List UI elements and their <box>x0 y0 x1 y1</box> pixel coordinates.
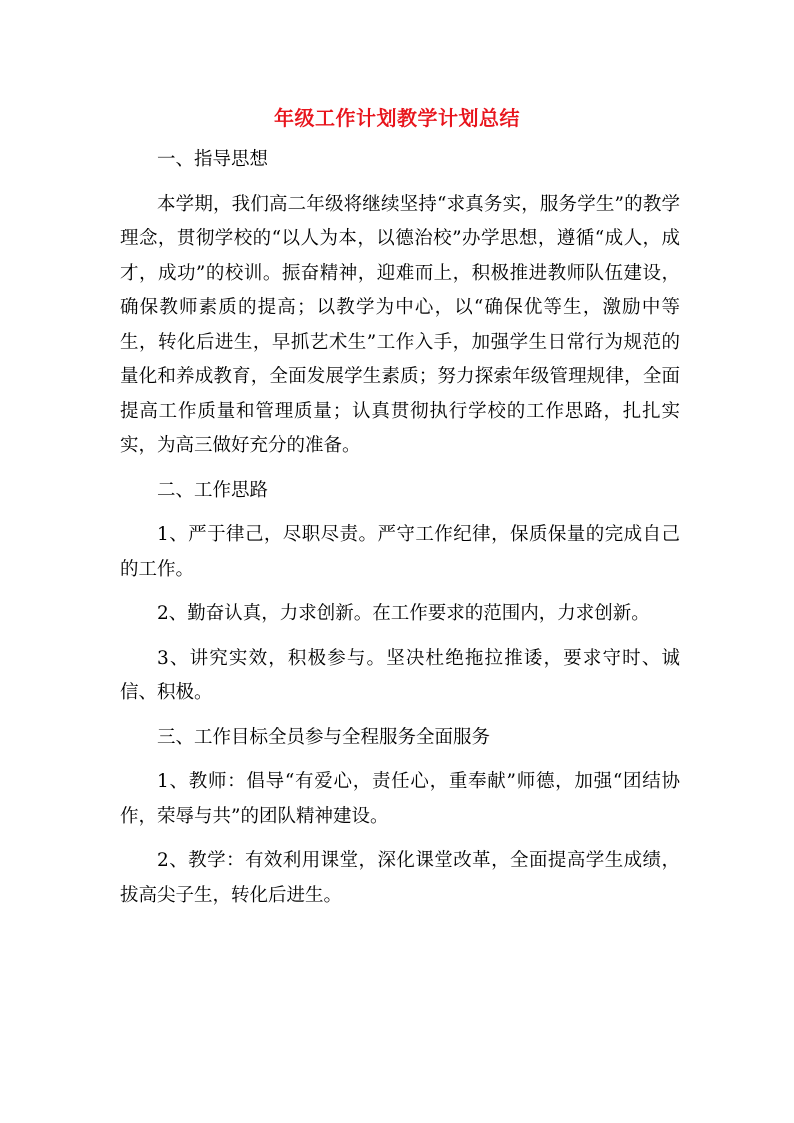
list-item-approach-2: 2、勤奋认真，力求创新。在工作要求的范围内，力求创新。 <box>157 603 650 624</box>
section-heading-work-goals: 三、工作目标全员参与全程服务全面服务 <box>157 726 491 748</box>
list-item-goal-2: 2、教学：有效利用课堂，深化课堂改革，全面提高学生成绩，拔高尖子生，转化后进生。 <box>120 850 680 906</box>
list-item-approach-3: 3、讲究实效，积极参与。坚决杜绝拖拉推诿，要求守时、诚信、积极。 <box>120 647 680 703</box>
list-item-approach-1: 1、严于律己，尽职尽责。严守工作纪律，保质保量的完成自己的工作。 <box>120 524 680 580</box>
section-heading-guiding-ideology: 一、指导思想 <box>157 149 269 170</box>
list-item-goal-1: 1、教师：倡导“有爱心，责任心，重奉献”师德，加强“团结协作，荣辱与共”的团队精神建设。 <box>120 771 680 827</box>
document-title: 年级工作计划教学计划总结 <box>274 106 520 130</box>
section-heading-work-approach: 二、工作思路 <box>157 479 269 501</box>
document-body <box>120 143 680 923</box>
paragraph-guiding-ideology: 本学期，我们高二年级将继续坚持“求真务实，服务学生”的教学理念，贯彻学校的“以人为本，以德治校”办学思想，遵循“成人，成才，成功”的校训。振奋精神，迎难而上，积极推进教师队伍建设，确保教师素质的提高；以教学为中心，以“确保优等生，激励中等生，转化后进生，早抓艺术生”工作入手，加强学生日常行为规范的量化和养成教育，全面发展学生素质；努力探索年级管理规律，全面提高工作质量和管理质量；认真贯彻执行学校的工作思路，扎扎实实，为高三做好充分的准备。 <box>120 193 680 456</box>
